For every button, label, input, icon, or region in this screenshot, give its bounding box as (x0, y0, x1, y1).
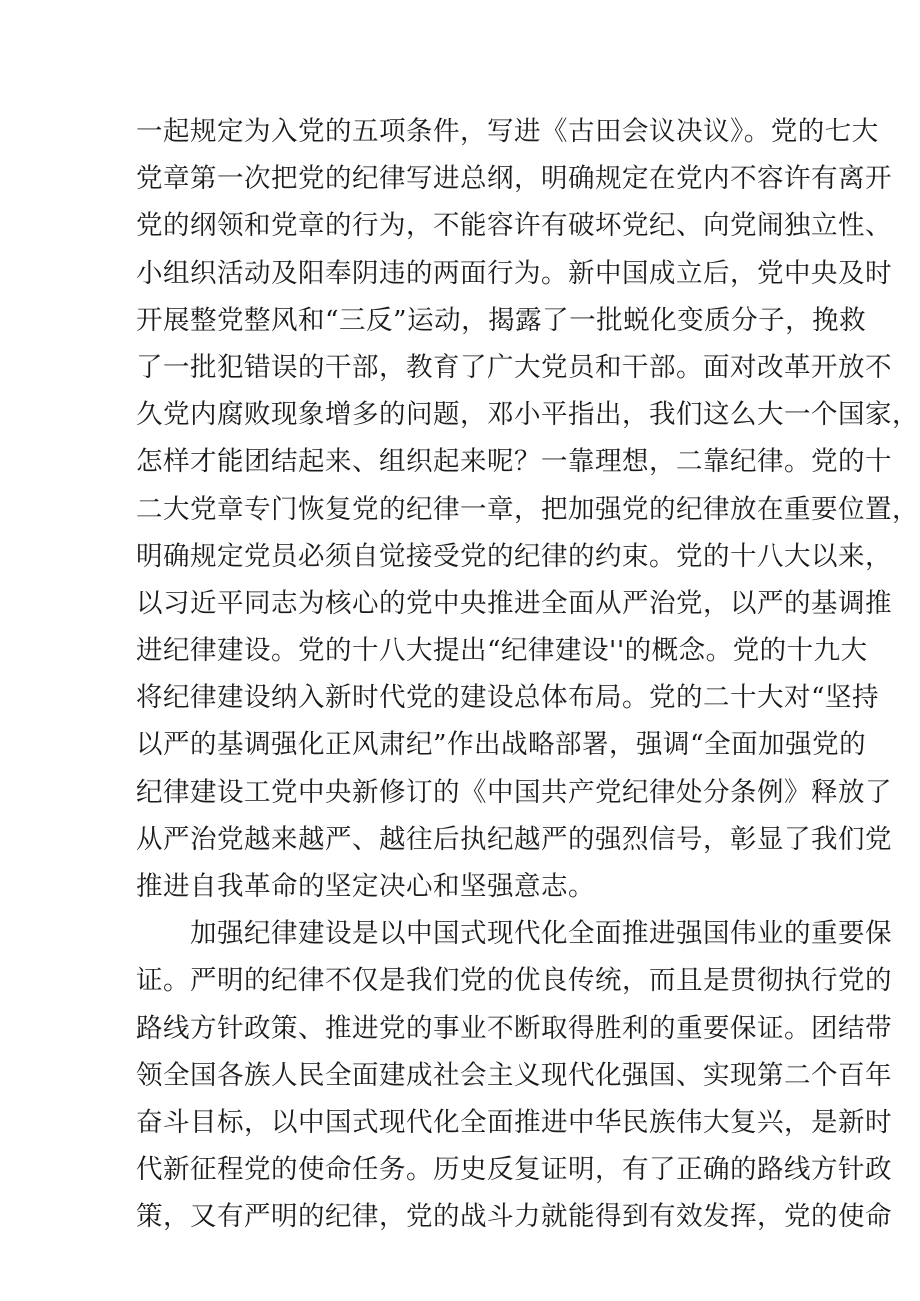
text-line: 加强纪律建设是以中国式现代化全面推进强国伟业的重要保 (190, 918, 892, 950)
paragraph-2 (136, 910, 892, 1240)
paragraph-1 (136, 108, 919, 910)
text-line: 以习近平同志为核心的党中央推进全面从严治党，以严的基调推 (136, 587, 892, 619)
text-line: 代新征程党的使命任务。历史反复证明，有了正确的路线方针政 (136, 1154, 892, 1186)
text-line: 开展整党整风和“三反”运动，揭露了一批蜕化变质分子，挽救 (136, 304, 867, 336)
text-line: 策，又有严明的纪律，党的战斗力就能得到有效发挥，党的使命 (136, 1201, 892, 1233)
text-line: 二大党章专门恢复党的纪律一章，把加强党的纪律放在重要位置， (136, 493, 919, 525)
text-line: 将纪律建设纳入新时代党的建设总体布局。党的二十大对“坚持 (136, 682, 880, 714)
text-line: 证。严明的纪律不仅是我们党的优良传统，而且是贯彻执行党的 (136, 965, 892, 997)
text-line: 推进自我革命的坚定决心和坚强意志。 (136, 871, 595, 902)
text-line: 进纪律建设。党的十八大提出“纪律建设''的概念。党的十九大 (136, 635, 868, 667)
text-line: 了一批犯错误的干部，教育了广大党员和干部。面对改革开放不 (136, 351, 892, 383)
text-line: 奋斗目标，以中国式现代化全面推进中华民族伟大复兴，是新时 (136, 1106, 892, 1138)
text-line: 久党内腐败现象增多的问题，邓小平指出，我们这么大一个国家， (136, 399, 919, 431)
text-line: 以严的基调强化正风肃纪”作出战略部署，强调“全面加强党的 (136, 729, 867, 761)
text-line: 一起规定为入党的五项条件，写进《古田会议决议》。党的七大 (136, 116, 879, 147)
text-line: 党章第一次把党的纪律写进总纲，明确规定在党内不容许有离开 (136, 163, 892, 195)
text-line: 路线方针政策、推进党的事业不断取得胜利的重要保证。团结带 (136, 1012, 892, 1044)
document-body (136, 108, 919, 1241)
text-line: 纪律建设工党中央新修订的《中国共产党纪律处分条例》释放了 (136, 776, 892, 808)
text-line: 从严治党越来越严、越往后执纪越严的强烈信号，彰显了我们党 (136, 823, 892, 855)
text-line: 怎样才能团结起来、组织起来呢？一靠理想，二靠纪律。党的十 (136, 446, 892, 478)
text-line: 明确规定党员必须自觉接受党的纪律的约束。党的十八大以来， (136, 540, 892, 572)
text-line: 小组织活动及阳奉阴违的两面行为。新中国成立后，党中央及时 (136, 257, 892, 289)
text-line: 领全国各族人民全面建成社会主义现代化强国、实现第二个百年 (136, 1059, 892, 1091)
text-line: 党的纲领和党章的行为，不能容许有破坏党纪、向党闹独立性、 (136, 210, 892, 242)
